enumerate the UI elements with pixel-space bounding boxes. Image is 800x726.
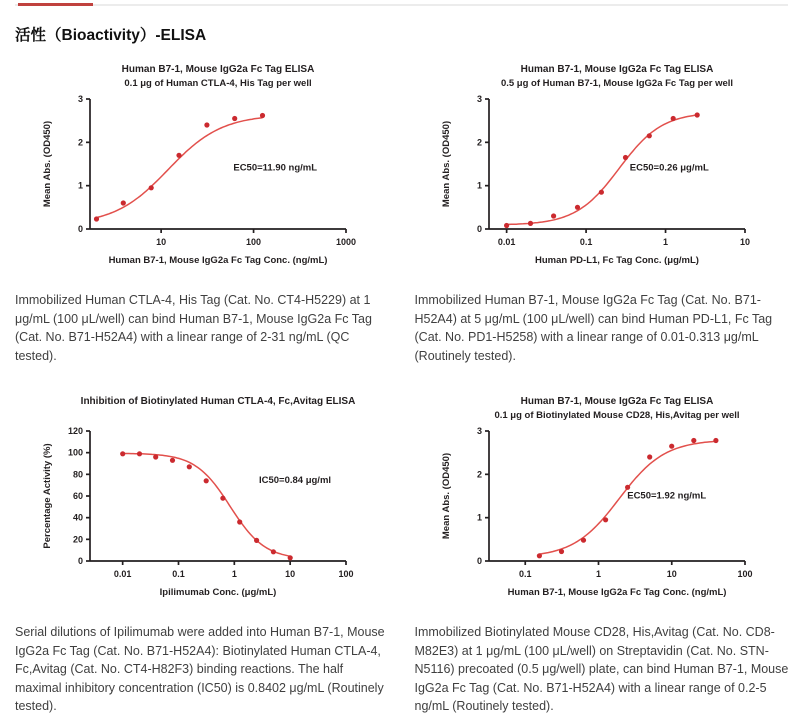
y-tick-label: 3 <box>477 94 483 104</box>
y-tick-label: 2 <box>477 137 483 148</box>
chart-cell-3 <box>15 375 391 615</box>
x-axis-label: Human B7-1, Mouse IgG2a Fc Tag Conc. (ng/mL) <box>507 587 727 598</box>
data-point <box>120 200 125 205</box>
y-tick-label: 0 <box>477 556 483 566</box>
x-tick-label: 100 <box>245 237 261 247</box>
data-point <box>287 555 292 560</box>
data-point <box>232 116 237 121</box>
data-point <box>204 122 209 127</box>
data-point <box>537 553 542 558</box>
data-point <box>148 185 153 190</box>
y-tick-label: 100 <box>67 447 83 458</box>
y-tick-label: 2 <box>477 469 483 480</box>
y-tick-label: 0 <box>477 224 483 234</box>
data-point <box>254 538 259 543</box>
elisa-chart-pdl1-binding <box>435 59 769 283</box>
chart-description-1: Immobilized Human CTLA-4, His Tag (Cat. No. CT4-H5229) at 1 μg/mL (100 μL/well) can bind Human B7-1, Mouse IgG2a Fc Tag (Cat. No. B71-H52A4) with a linear range of 2-31 ng/mL (QC tested). <box>15 293 372 363</box>
y-axis-label: Mean Abs. (OD450) <box>41 120 53 208</box>
charts-grid <box>0 49 800 726</box>
chart-cell-4 <box>415 375 791 615</box>
chart-cell-1 <box>15 49 391 283</box>
data-point <box>237 519 242 524</box>
y-tick-label: 0 <box>77 224 83 234</box>
data-point <box>137 451 142 456</box>
data-point <box>625 485 630 490</box>
x-tick-label: 1 <box>663 237 669 247</box>
data-point <box>623 155 628 160</box>
y-axis-label: Percentage Activity (%) <box>41 443 53 549</box>
data-point <box>220 496 225 501</box>
y-tick-label: 3 <box>477 426 483 436</box>
data-point <box>203 478 208 483</box>
x-tick-label: 10 <box>284 569 295 579</box>
y-tick-label: 3 <box>77 94 83 104</box>
y-tick-label: 1 <box>77 180 83 191</box>
chart-subtitle: 0.1 μg of Biotinylated Mouse CD28, His,Avitag per well <box>494 410 740 421</box>
data-point <box>599 190 604 195</box>
chart-description-2: Immobilized Human B7-1, Mouse IgG2a Fc Tag (Cat. No. B71-H52A4) at 5 μg/mL (100 μL/well) can bind Human PD-L1, Fc Tag (Cat. No. PD1-H5258) with a linear range of 0.01-0.313 μg/mL (Routinely tested). <box>414 293 773 363</box>
y-tick-label: 20 <box>72 534 83 545</box>
data-point <box>504 223 509 228</box>
data-point <box>581 538 586 543</box>
y-axis-label: Mean Abs. (OD450) <box>441 452 453 540</box>
elisa-chart-inhibition <box>36 391 370 615</box>
ec50-annotation: IC50=0.84 μg/ml <box>258 475 331 486</box>
data-point <box>647 454 652 459</box>
chart-title: Inhibition of Biotinylated Human CTLA-4, Fc,Avitag ELISA <box>80 396 356 407</box>
data-point <box>260 113 265 118</box>
data-point <box>551 213 556 218</box>
data-point <box>695 112 700 117</box>
y-tick-label: 2 <box>77 137 83 148</box>
x-tick-label: 0.1 <box>580 237 593 247</box>
y-tick-label: 120 <box>67 426 83 436</box>
x-tick-label: 100 <box>338 569 354 579</box>
bioactivity-section <box>0 4 800 726</box>
data-point <box>176 153 181 158</box>
chart-title: Human B7-1, Mouse IgG2a Fc Tag ELISA <box>121 64 315 75</box>
ec50-annotation: EC50=11.90 ng/mL <box>233 162 317 174</box>
data-point <box>603 517 608 522</box>
x-axis-label: Ipilimumab Conc. (μg/mL) <box>159 587 277 598</box>
x-tick-label: 10 <box>666 569 678 579</box>
y-tick-label: 1 <box>477 512 483 523</box>
y-tick-label: 1 <box>477 180 483 191</box>
x-tick-label: 0.01 <box>113 569 132 579</box>
y-tick-label: 40 <box>72 512 83 523</box>
y-tick-label: 60 <box>72 491 83 501</box>
y-tick-label: 0 <box>77 556 83 566</box>
x-tick-label: 10 <box>740 237 751 247</box>
data-point <box>691 438 696 443</box>
x-tick-label: 10 <box>155 237 166 247</box>
data-point <box>714 438 719 443</box>
y-tick-label: 80 <box>72 469 83 480</box>
data-point <box>669 444 674 449</box>
page-title: 活性（Bioactivity）-ELISA <box>15 27 207 44</box>
ec50-annotation: EC50=1.92 ng/mL <box>627 490 707 502</box>
x-tick-label: 0.01 <box>498 237 516 247</box>
ec50-annotation: EC50=0.26 μg/mL <box>630 162 710 174</box>
data-point <box>186 464 191 469</box>
chart-title: Human B7-1, Mouse IgG2a Fc Tag ELISA <box>520 64 714 75</box>
data-point <box>671 116 676 121</box>
data-point <box>647 133 652 138</box>
chart-description-4: Immobilized Biotinylated Mouse CD28, His,Avitag (Cat. No. CD8-M82E3) at 1 μg/mL (100 μL/well) on Streptavidin (Cat. No. STN-N5116) precoated (0.5 μg/well) plate, can bind Human B7-1, Mouse IgG2a Fc Tag (Cat. No. B71-H52A4) with a linear range of 0.2-5 ng/mL (Routinely tested). <box>414 625 789 713</box>
x-tick-label: 0.1 <box>171 569 185 579</box>
data-point <box>170 458 175 463</box>
chart-cell-2 <box>415 49 791 283</box>
x-tick-label: 100 <box>737 569 753 579</box>
x-axis-label: Human PD-L1, Fc Tag Conc. (μg/mL) <box>535 255 700 266</box>
x-tick-label: 1 <box>596 569 602 579</box>
section-divider <box>15 4 788 6</box>
data-point <box>94 216 99 221</box>
data-point <box>528 221 533 226</box>
x-tick-label: 1 <box>231 569 237 579</box>
data-point <box>153 454 158 459</box>
elisa-chart-cd28-binding <box>435 391 769 615</box>
data-point <box>120 451 125 456</box>
fit-curve <box>122 453 290 556</box>
data-point <box>559 549 564 554</box>
chart-title: Human B7-1, Mouse IgG2a Fc Tag ELISA <box>520 396 714 407</box>
data-point <box>271 549 276 554</box>
data-point <box>575 205 580 210</box>
x-axis-label: Human B7-1, Mouse IgG2a Fc Tag Conc. (ng/mL) <box>108 255 328 266</box>
active-tab-indicator <box>18 3 93 6</box>
x-tick-label: 0.1 <box>519 569 532 579</box>
y-axis-label: Mean Abs. (OD450) <box>441 120 453 208</box>
chart-subtitle: 0.5 μg of Human B7-1, Mouse IgG2a Fc Tag per well <box>501 78 734 89</box>
chart-description-3: Serial dilutions of Ipilimumab were added into Human B7-1, Mouse IgG2a Fc Tag (Cat. No. B71-H52A4): Biotinylated Human CTLA-4, Fc,Avitag (Cat. No. CT4-H82F3) binding reactions. The half maximal inhibitory concentration (IC50) is 0.8402 μg/mL (Routinely tested). <box>15 625 385 713</box>
elisa-chart-ctla4-coated <box>36 59 370 283</box>
chart-subtitle: 0.1 μg of Human CTLA-4, His Tag per well <box>124 78 312 89</box>
x-tick-label: 1000 <box>335 237 356 247</box>
